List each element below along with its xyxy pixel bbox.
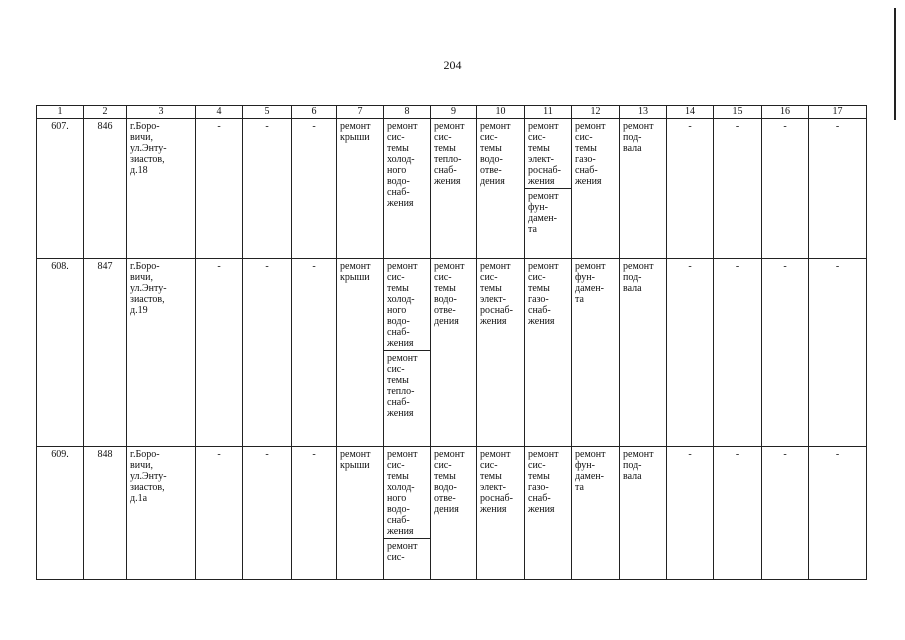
work-cell: ремонт сис- темы элект- роснаб- жения: [477, 447, 525, 580]
empty-cell: -: [762, 259, 809, 447]
empty-cell: -: [762, 447, 809, 580]
column-header: 3: [127, 106, 196, 119]
column-header: 7: [337, 106, 384, 119]
empty-cell: -: [714, 119, 762, 259]
work-cell: [384, 259, 431, 447]
page-number: 204: [443, 58, 462, 72]
empty-cell: -: [667, 259, 714, 447]
work-cell: ремонт сис- темы водо- отве- дения: [431, 447, 477, 580]
work-cell: ремонт под- вала: [620, 447, 667, 580]
work-cell: [525, 259, 572, 447]
work-cell: ремонт сис- темы тепло- снаб- жения: [431, 119, 477, 259]
column-header: 11: [525, 106, 572, 119]
column-header: 12: [572, 106, 620, 119]
column-header: 17: [809, 106, 867, 119]
empty-cell: -: [196, 259, 243, 447]
work-cell: ремонт под- вала: [620, 119, 667, 259]
work-cell: ремонт крыши: [337, 447, 384, 580]
work-item: ремонт сис- темы газо- снаб- жения: [528, 449, 559, 515]
empty-cell: -: [714, 259, 762, 447]
building-id: 848: [84, 447, 127, 580]
column-header: 9: [431, 106, 477, 119]
work-cell: ремонт фун- дамен- та: [572, 259, 620, 447]
row-number: 609.: [37, 447, 84, 580]
column-header: 13: [620, 106, 667, 119]
building-id: 847: [84, 259, 127, 447]
table-row: [37, 259, 867, 447]
work-item: ремонт сис- темы холод- ного водо- снаб- жения: [387, 261, 418, 349]
header-row: [37, 106, 867, 119]
empty-cell: -: [292, 447, 337, 580]
column-header: 1: [37, 106, 84, 119]
margin-rule: [894, 8, 896, 120]
building-id: 846: [84, 119, 127, 259]
work-cell: ремонт крыши: [337, 259, 384, 447]
empty-cell: -: [243, 259, 292, 447]
work-item: ремонт сис- темы элект- роснаб- жения: [528, 121, 561, 187]
repair-register-table: [36, 105, 867, 580]
work-item: ремонт сис- темы тепло- снаб- жения: [384, 350, 430, 420]
work-item: ремонт сис-: [384, 538, 430, 564]
work-cell: ремонт сис- темы элект- роснаб- жения: [477, 259, 525, 447]
work-cell: ремонт под- вала: [620, 259, 667, 447]
address: г.Боро- вичи, ул.Энту- зиастов, д.19: [127, 259, 196, 447]
empty-cell: -: [292, 259, 337, 447]
column-header: 5: [243, 106, 292, 119]
empty-cell: -: [196, 119, 243, 259]
row-number: 608.: [37, 259, 84, 447]
column-header: 15: [714, 106, 762, 119]
empty-cell: -: [809, 119, 867, 259]
address: г.Боро- вичи, ул.Энту- зиастов, д.1а: [127, 447, 196, 580]
table-row: [37, 119, 867, 259]
column-header: 2: [84, 106, 127, 119]
empty-cell: -: [196, 447, 243, 580]
work-cell: [384, 447, 431, 580]
work-cell: [525, 447, 572, 580]
address: г.Боро- вичи, ул.Энту- зиастов, д.18: [127, 119, 196, 259]
column-header: 6: [292, 106, 337, 119]
column-header: 4: [196, 106, 243, 119]
work-cell: [525, 119, 572, 259]
work-item: ремонт сис- темы холод- ного водо- снаб- жения: [387, 449, 418, 537]
work-cell: ремонт сис- темы газо- снаб- жения: [572, 119, 620, 259]
empty-cell: -: [714, 447, 762, 580]
column-header: 10: [477, 106, 525, 119]
work-cell: [384, 119, 431, 259]
empty-cell: -: [762, 119, 809, 259]
empty-cell: -: [292, 119, 337, 259]
work-item: ремонт фун- дамен- та: [525, 188, 571, 236]
work-item: ремонт сис- темы холод- ного водо- снаб- жения: [387, 121, 418, 209]
column-header: 14: [667, 106, 714, 119]
empty-cell: -: [667, 447, 714, 580]
empty-cell: -: [243, 119, 292, 259]
row-number: 607.: [37, 119, 84, 259]
column-header: 8: [384, 106, 431, 119]
empty-cell: -: [809, 447, 867, 580]
work-cell: ремонт сис- темы водо- отве- дения: [431, 259, 477, 447]
empty-cell: -: [667, 119, 714, 259]
table-row: [37, 447, 867, 580]
column-header: 16: [762, 106, 809, 119]
empty-cell: -: [809, 259, 867, 447]
work-cell: ремонт крыши: [337, 119, 384, 259]
empty-cell: -: [243, 447, 292, 580]
work-item: ремонт сис- темы газо- снаб- жения: [528, 261, 559, 327]
work-cell: ремонт фун- дамен- та: [572, 447, 620, 580]
work-cell: ремонт сис- темы водо- отве- дения: [477, 119, 525, 259]
